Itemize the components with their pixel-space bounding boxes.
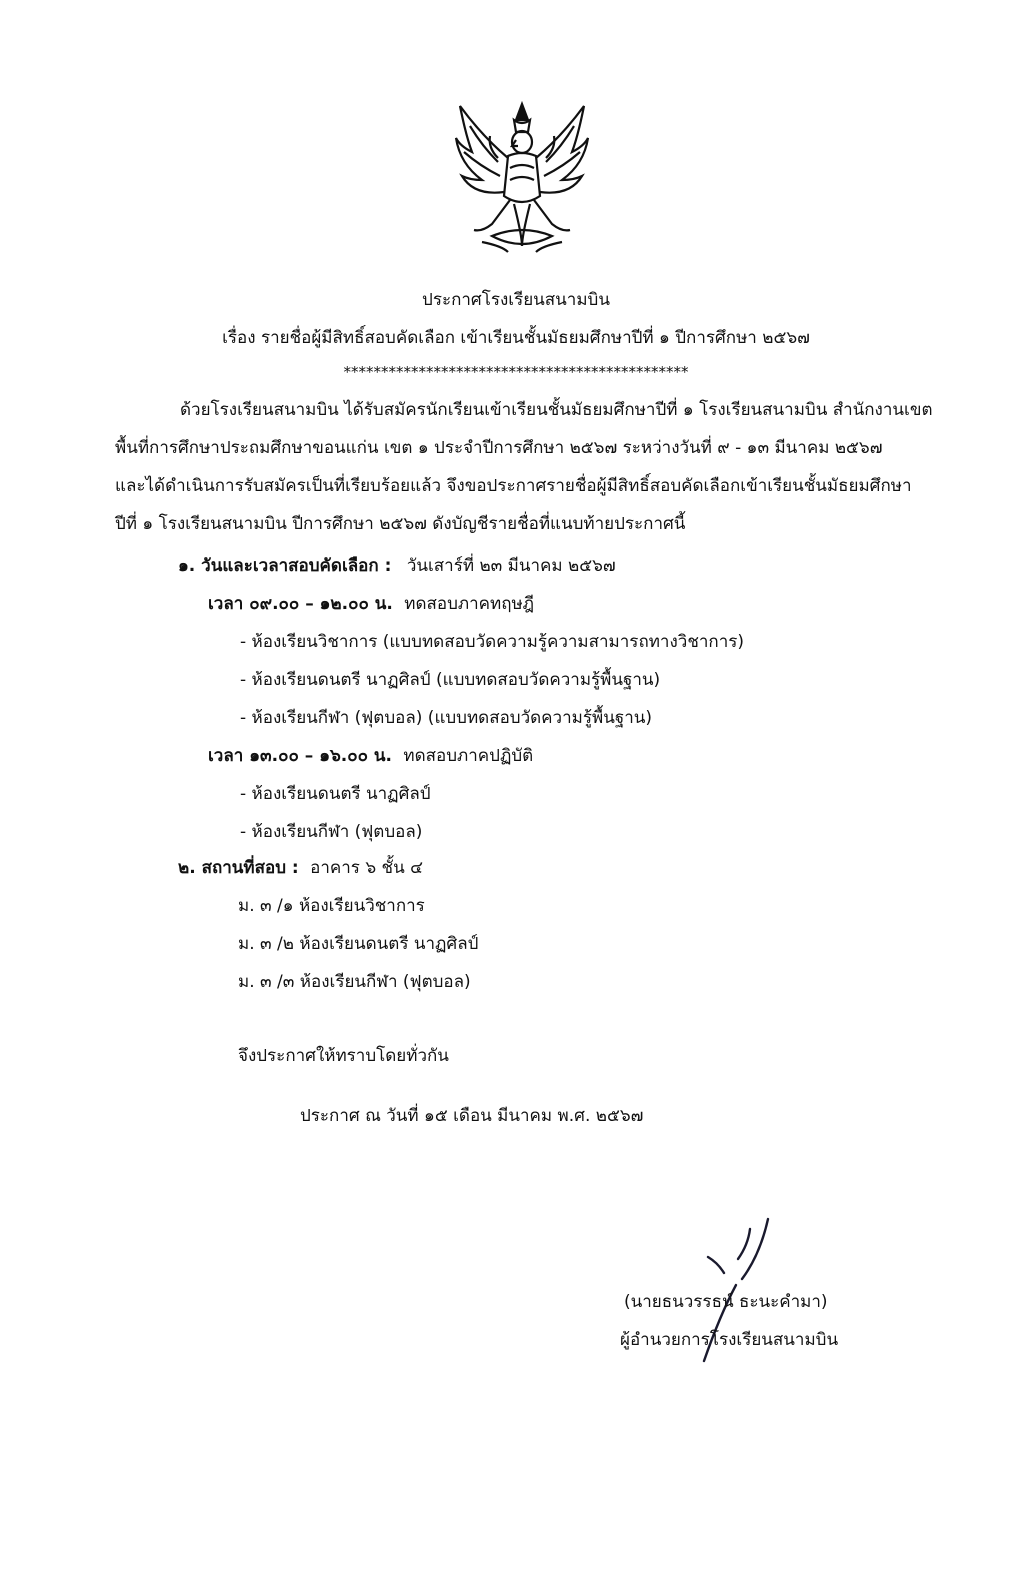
session-2-room-2: - ห้องเรียนกีฬา (ฟุตบอล) bbox=[240, 822, 423, 842]
paragraph-line-2: พื้นที่การศึกษาประถมศึกษาขอนแก่น เขต ๑ ประจำปีการศึกษา ๒๕๖๗ ระหว่างวันที่ ๙ - ๑๓ มีนาคม ๒๕๖๗ bbox=[115, 438, 883, 458]
session-1 bbox=[208, 592, 534, 616]
item-1 bbox=[178, 554, 616, 578]
item-2-value: อาคาร ๖ ชั้น ๔ bbox=[310, 858, 423, 878]
session-2 bbox=[208, 744, 533, 768]
announcement-title: ประกาศโรงเรียนสนามบิน bbox=[422, 290, 610, 310]
paragraph-line-3: และได้ดำเนินการรับสมัครเป็นที่เรียบร้อยแล้ว จึงขอประกาศรายชื่อผู้มีสิทธิ์สอบคัดเลือกเข้าเรียนชั้นมัธยมศึกษา bbox=[115, 476, 912, 496]
session-1-time: เวลา ๐๙.๐๐ – ๑๒.๐๐ น. bbox=[208, 594, 393, 614]
paragraph-line-4: ปีที่ ๑ โรงเรียนสนามบิน ปีการศึกษา ๒๕๖๗ ดังบัญชีรายชื่อที่แนบท้ายประกาศนี้ bbox=[115, 514, 686, 534]
announcement-date: ประกาศ ณ วันที่ ๑๕ เดือน มีนาคม พ.ศ. ๒๕๖๗ bbox=[300, 1106, 644, 1126]
paragraph-line-1: ด้วยโรงเรียนสนามบิน ได้รับสมัครนักเรียนเข้าเรียนชั้นมัธยมศึกษาปีที่ ๑ โรงเรียนสนามบิน สำนักงานเขต bbox=[180, 400, 933, 420]
signatory-name: (นายธนวรรธน์ ธะนะคำมา) bbox=[624, 1292, 828, 1312]
session-2-desc: ทดสอบภาคปฏิบัติ bbox=[403, 746, 534, 766]
session-1-room-1: - ห้องเรียนวิชาการ (แบบทดสอบวัดความรู้ความสามารถทางวิชาการ) bbox=[240, 632, 745, 652]
separator-line: ********************************************** bbox=[343, 363, 689, 381]
announcement-subject: เรื่อง รายชื่อผู้มีสิทธิ์สอบคัดเลือก เข้าเรียนชั้นมัธยมศึกษาปีที่ ๑ ปีการศึกษา ๒๕๖๗ bbox=[222, 328, 810, 348]
classroom-3: ม. ๓ /๓ ห้องเรียนกีฬา (ฟุตบอล) bbox=[238, 972, 471, 992]
session-1-desc: ทดสอบภาคทฤษฎี bbox=[404, 594, 535, 614]
classroom-1: ม. ๓ /๑ ห้องเรียนวิชาการ bbox=[238, 896, 425, 916]
item-2 bbox=[178, 856, 423, 880]
item-2-label: ๒. สถานที่สอบ : bbox=[178, 858, 299, 878]
garuda-emblem bbox=[452, 96, 592, 256]
classroom-2: ม. ๓ /๒ ห้องเรียนดนตรี นาฏศิลป์ bbox=[238, 934, 479, 954]
closing-text: จึงประกาศให้ทราบโดยทั่วกัน bbox=[238, 1046, 449, 1066]
signatory-position: ผู้อำนวยการโรงเรียนสนามบิน bbox=[620, 1330, 839, 1350]
session-2-time: เวลา ๑๓.๐๐ – ๑๖.๐๐ น. bbox=[208, 746, 392, 766]
item-1-value: วันเสาร์ที่ ๒๓ มีนาคม ๒๕๖๗ bbox=[406, 556, 616, 576]
session-2-room-1: - ห้องเรียนดนตรี นาฏศิลป์ bbox=[240, 784, 431, 804]
session-1-room-3: - ห้องเรียนกีฬา (ฟุตบอล) (แบบทดสอบวัดความรู้พื้นฐาน) bbox=[240, 708, 652, 728]
item-1-label: ๑. วันและเวลาสอบคัดเลือก : bbox=[178, 556, 392, 576]
session-1-room-2: - ห้องเรียนดนตรี นาฏศิลป์ (แบบทดสอบวัดความรู้พื้นฐาน) bbox=[240, 670, 661, 690]
